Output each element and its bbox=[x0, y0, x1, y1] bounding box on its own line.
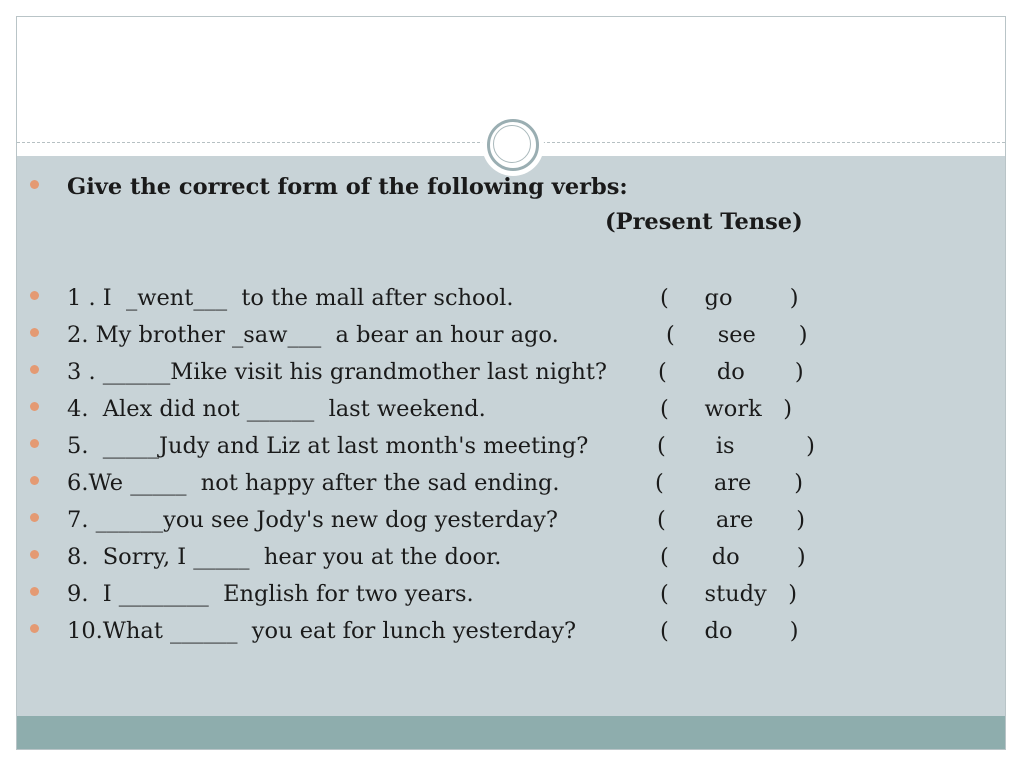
verb-hint: ( do ) bbox=[660, 544, 806, 570]
exercise-item bbox=[17, 282, 1005, 314]
bullet-icon bbox=[30, 365, 39, 374]
exercise-sentence: 6.We _____ not happy after the sad ending. bbox=[67, 470, 560, 496]
bullet-icon bbox=[30, 624, 39, 633]
exercise-sentence: 7. ______you see Jody's new dog yesterday? bbox=[67, 507, 558, 533]
exercise-sentence: 9. I ________ English for two years. bbox=[67, 581, 474, 607]
verb-hint: ( do ) bbox=[658, 359, 804, 385]
bullet-icon bbox=[30, 550, 39, 559]
bullet-icon bbox=[30, 439, 39, 448]
verb-hint: ( study ) bbox=[660, 581, 797, 607]
exercise-sentence: 2. My brother _saw___ a bear an hour ago. bbox=[67, 322, 559, 348]
exercise-item bbox=[17, 615, 1005, 647]
verb-hint: ( are ) bbox=[657, 507, 806, 533]
exercise-sentence: 10.What ______ you eat for lunch yesterday? bbox=[67, 618, 577, 644]
bullet-icon bbox=[30, 180, 39, 189]
exercise-item bbox=[17, 467, 1005, 499]
bullet-icon bbox=[30, 402, 39, 411]
exercise-item bbox=[17, 393, 1005, 425]
verb-hint: ( see ) bbox=[666, 322, 808, 348]
exercise-sentence: 8. Sorry, I _____ hear you at the door. bbox=[67, 544, 502, 570]
verb-hint: ( is ) bbox=[657, 433, 815, 459]
exercise-item bbox=[17, 319, 1005, 351]
exercise-sentence: 3 . ______Mike visit his grandmother last night? bbox=[67, 359, 607, 385]
exercise-sentence: 1 . I _went___ to the mall after school. bbox=[67, 285, 514, 311]
exercise-item bbox=[17, 430, 1005, 462]
circle-ornament-inner bbox=[493, 125, 531, 163]
exercise-item bbox=[17, 541, 1005, 573]
bullet-icon bbox=[30, 476, 39, 485]
exercise-item bbox=[17, 578, 1005, 610]
verb-hint: ( go ) bbox=[660, 285, 799, 311]
bullet-icon bbox=[30, 513, 39, 522]
heading-row bbox=[17, 171, 1005, 203]
bullet-icon bbox=[30, 328, 39, 337]
verb-hint: ( are ) bbox=[655, 470, 804, 496]
exercise-item bbox=[17, 504, 1005, 536]
bullet-icon bbox=[30, 291, 39, 300]
bullet-icon bbox=[30, 587, 39, 596]
exercise-sentence: 5. _____Judy and Liz at last month's meeting? bbox=[67, 433, 589, 459]
exercise-item bbox=[17, 356, 1005, 388]
exercise-sentence: 4. Alex did not ______ last weekend. bbox=[67, 396, 486, 422]
exercise-subheading: (Present Tense) bbox=[605, 209, 803, 235]
exercise-heading: Give the correct form of the following verbs: bbox=[67, 174, 628, 200]
verb-hint: ( work ) bbox=[660, 396, 792, 422]
footer-band bbox=[17, 716, 1005, 750]
verb-hint: ( do ) bbox=[660, 618, 799, 644]
slide bbox=[16, 16, 1006, 750]
